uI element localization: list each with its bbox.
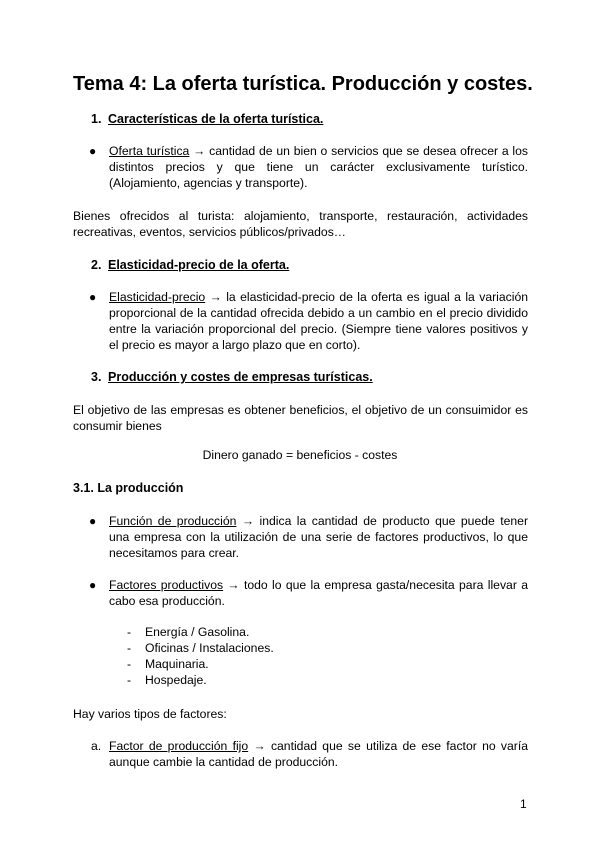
bullet-icon: ● bbox=[89, 144, 97, 158]
ordered-marker: a. bbox=[91, 739, 102, 753]
arrow-icon: → bbox=[193, 144, 206, 158]
section-heading-3 bbox=[91, 370, 373, 384]
arrow-icon: → bbox=[253, 739, 266, 753]
dash-icon: - bbox=[127, 641, 132, 655]
bullet-funcion bbox=[109, 513, 528, 561]
bullet-elasticidad bbox=[109, 289, 528, 353]
list-item: - Oficinas / Instalaciones. bbox=[127, 641, 274, 655]
factor-list bbox=[127, 624, 274, 688]
bullet-factores bbox=[109, 577, 528, 609]
section-title: Características de la oferta turística. bbox=[108, 112, 324, 126]
term-factor-fijo: Factor de producción fijo bbox=[109, 739, 249, 753]
subsection-heading: 3.1. La producción bbox=[73, 481, 184, 495]
section-number: 1. bbox=[91, 112, 102, 126]
section-number: 3. bbox=[91, 370, 102, 384]
dash-icon: - bbox=[127, 657, 132, 671]
list-item: - Maquinaria. bbox=[127, 657, 209, 671]
definition-text: la elasticidad-precio de la oferta es igual a la variación proporcional de la cantidad ofrecida debido a un cambio en el precio dividido entre la variación proporcional del precio. (Siempre tiene valores positivos y el precio es mayor a largo plazo que en corto). bbox=[109, 290, 528, 352]
term-elasticidad: Elasticidad-precio bbox=[109, 290, 206, 304]
arrow-icon: → bbox=[209, 290, 222, 304]
paragraph-tipos: Hay varios tipos de factores: bbox=[73, 707, 227, 721]
term-funcion: Función de producción bbox=[109, 514, 237, 528]
formula: Dinero ganado = beneficios - costes bbox=[202, 448, 398, 462]
term-factores: Factores productivos bbox=[109, 578, 224, 592]
paragraph-bienes: Bienes ofrecidos al turista: alojamiento, transporte, restauración, actividades recreativas, eventos, servicios públicos/privados… bbox=[73, 209, 528, 239]
list-item: - Hospedaje. bbox=[127, 673, 207, 687]
section-number: 2. bbox=[91, 258, 102, 272]
definition-text: indica la cantidad de producto que puede tener una empresa con la utilización de una serie de factores productivos, lo que necesitamos para crear. bbox=[109, 514, 529, 560]
arrow-icon: → bbox=[227, 578, 240, 592]
bullet-icon: ● bbox=[89, 290, 97, 304]
page-number: 1 bbox=[520, 797, 527, 811]
bullet-icon: ● bbox=[89, 578, 97, 592]
arrow-icon: → bbox=[241, 514, 255, 528]
definition-text: todo lo que la empresa gasta/necesita para llevar a cabo esa producción. bbox=[109, 578, 528, 608]
page-title: Tema 4: La oferta turística. Producción y costes. bbox=[73, 73, 533, 95]
list-item: - Energía / Gasolina. bbox=[127, 625, 250, 639]
bullet-oferta bbox=[109, 143, 528, 191]
dash-icon: - bbox=[127, 673, 132, 687]
section-title: Elasticidad-precio de la oferta. bbox=[108, 258, 290, 272]
paragraph-objetivo: El objetivo de las empresas es obtener beneficios, el objetivo de un consuimidor es consumir bienes bbox=[73, 403, 528, 433]
ordered-item-a bbox=[109, 738, 528, 770]
section-title: Producción y costes de empresas turísticas. bbox=[108, 370, 373, 384]
section-heading-1 bbox=[91, 112, 323, 126]
definition-text: cantidad de un bien o servicios que se desea ofrecer a los distintos precios y que tiene un carácter exclusivamente turístico. (Alojamiento, agencias y transporte). bbox=[109, 144, 528, 190]
dash-icon: - bbox=[127, 625, 132, 639]
section-heading-2 bbox=[91, 258, 289, 272]
definition-text: cantidad que se utiliza de ese factor no varía aunque cambie la cantidad de producción. bbox=[109, 739, 528, 769]
term-oferta: Oferta turística bbox=[109, 144, 190, 158]
bullet-icon: ● bbox=[89, 514, 97, 528]
